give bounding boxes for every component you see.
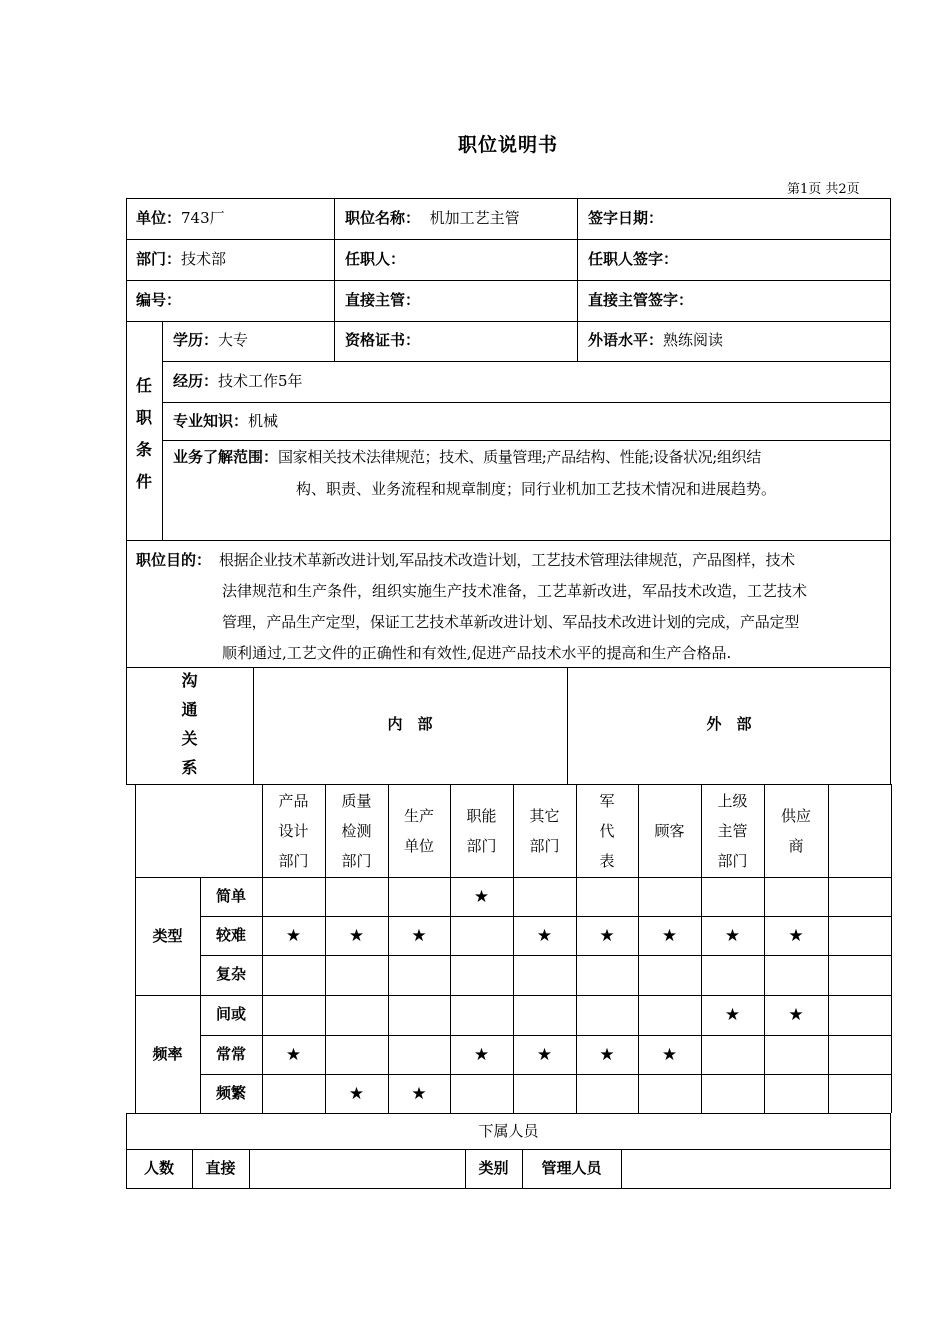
star-mark: ★: [285, 1044, 302, 1065]
row-label: 较难: [215, 925, 246, 944]
internal-header: 内 部: [387, 715, 433, 733]
category-label: 类别: [478, 1159, 509, 1177]
star-mark: ★: [599, 1044, 615, 1065]
scope-field-line2: 构、职责、业务流程和规章制度；同行业机加工艺技术情况和进展趋势。: [296, 480, 777, 498]
row-label: 常常: [215, 1044, 246, 1063]
row-label: 间或: [215, 1005, 246, 1023]
star-mark: ★: [285, 925, 302, 946]
purpose-line-4: 顺利通过,工艺文件的正确性和有效性,促进产品技术水平的提高和生产合格品.: [222, 644, 732, 662]
column-header: 军 代 表: [599, 791, 615, 870]
language-field: 外语水平：熟练阅读: [588, 331, 724, 349]
star-mark: ★: [661, 1044, 678, 1065]
supervisor-sign-field: 直接主管签字：: [588, 291, 694, 309]
count-label: 人数: [143, 1159, 174, 1177]
holder-sign-field: 任职人签字：: [588, 250, 679, 268]
column-header: 其它 部门: [529, 806, 560, 855]
column-header: 上级 主管 部门: [717, 791, 748, 870]
type-group-label: 类型: [152, 927, 183, 945]
certificate-field: 资格证书：: [345, 331, 421, 349]
unit-field: 单位：743厂: [136, 209, 225, 227]
purpose-label: 职位目的：: [136, 551, 212, 569]
star-mark: ★: [536, 925, 553, 946]
star-mark: ★: [473, 886, 490, 907]
row-label: 频繁: [215, 1083, 246, 1102]
star-mark: ★: [473, 1044, 490, 1065]
sign-date-field: 签字日期：: [588, 209, 664, 227]
holder-field: 任职人：: [345, 250, 406, 268]
column-header: 顾客: [654, 821, 685, 840]
purpose-line-2: 法律规范和生产条件，组织实施生产技术准备，工艺革新改进，军品技术改造，工艺技术: [222, 582, 808, 600]
column-header: 质量 检测 部门: [341, 791, 372, 870]
supervisor-field: 直接主管：: [345, 291, 421, 309]
experience-field: 经历：技术工作5年: [173, 372, 303, 390]
subordinates-title: 下属人员: [478, 1122, 539, 1140]
star-mark: ★: [348, 925, 365, 946]
row-label: 简单: [215, 886, 246, 905]
frequency-group-label: 频率: [152, 1045, 183, 1063]
row-label: 复杂: [215, 965, 246, 983]
star-mark: ★: [599, 925, 615, 946]
star-mark: ★: [724, 925, 741, 946]
star-mark: ★: [411, 925, 427, 946]
star-mark: ★: [348, 1083, 365, 1104]
document-title: 职位说明书: [457, 134, 558, 156]
code-field: 编号：: [136, 291, 182, 309]
page-number: 第1页 共2页: [787, 182, 860, 197]
star-mark: ★: [724, 1005, 741, 1025]
qualifications-side-label: 任 职 条 件: [135, 376, 152, 491]
purpose-line-1: 根据企业技术革新改进计划,军品技术改造计划，工艺技术管理法律规范，产品图样，技术: [219, 551, 795, 569]
education-field: 学历：大专: [173, 331, 249, 349]
knowledge-field: 专业知识：机械: [173, 412, 279, 430]
column-header: 供应 商: [780, 806, 811, 855]
star-mark: ★: [788, 1005, 804, 1025]
column-header: 生产 单位: [403, 806, 434, 855]
communication-side-label: 沟 通 关 系: [181, 671, 198, 777]
column-header: 职能 部门: [466, 806, 497, 855]
star-mark: ★: [788, 925, 804, 946]
direct-label: 直接: [205, 1159, 236, 1177]
manager-label: 管理人员: [541, 1159, 602, 1177]
position-field: 职位名称： 机加工艺主管: [345, 209, 520, 227]
star-mark: ★: [536, 1044, 553, 1065]
star-mark: ★: [411, 1083, 427, 1104]
star-mark: ★: [661, 925, 678, 946]
scope-field: 业务了解范围：国家相关技术法律规范；技术、质量管理;产品结构、性能;设备状况;组织结: [173, 448, 761, 466]
purpose-line-3: 管理，产品生产定型，保证工艺技术革新改进计划、军品技术改进计划的完成，产品定型: [222, 613, 800, 631]
dept-field: 部门：技术部: [136, 250, 227, 268]
external-header: 外 部: [706, 715, 752, 733]
column-header: 产品 设计 部门: [278, 791, 309, 870]
qualifications-table: [126, 321, 891, 541]
